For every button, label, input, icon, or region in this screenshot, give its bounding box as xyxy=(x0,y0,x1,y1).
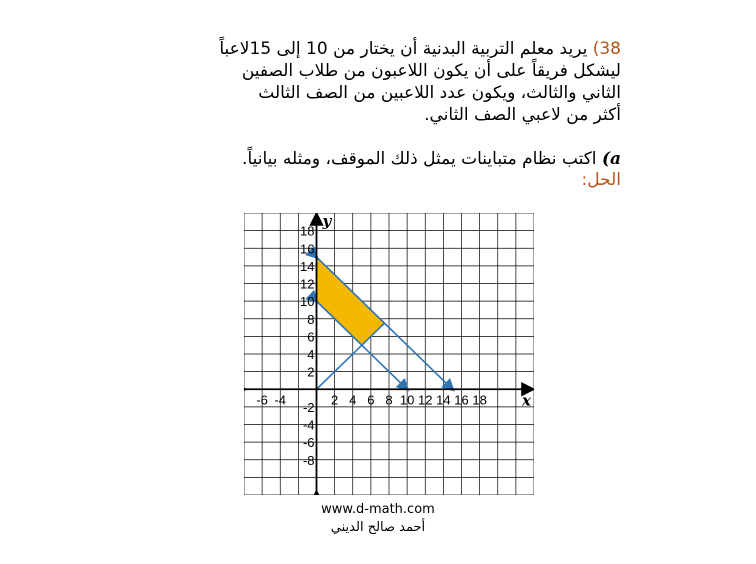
y-tick-label: 2 xyxy=(307,364,315,380)
x-tick-label: 4 xyxy=(349,392,357,408)
y-tick-label: -6 xyxy=(302,435,315,451)
y-tick-label: -4 xyxy=(302,417,315,433)
x-axis-label: x xyxy=(522,391,531,410)
problem-line-1 xyxy=(61,38,621,60)
graph-grid xyxy=(244,213,534,495)
x-tick-label: 8 xyxy=(385,392,393,408)
footer-author: أحمد صالح الديني xyxy=(330,520,426,535)
y-axis-label: y xyxy=(322,213,332,230)
y-tick-label: 6 xyxy=(307,329,315,345)
graph-tick-labels xyxy=(256,224,487,468)
y-tick-label: 16 xyxy=(300,241,315,257)
y-tick-label: 18 xyxy=(300,223,315,239)
y-tick-label: 12 xyxy=(300,276,315,292)
problem-number: 38) xyxy=(592,39,621,59)
part-a xyxy=(61,148,621,170)
footer-website: www.d-math.com xyxy=(321,502,435,517)
x-tick-label: 14 xyxy=(436,392,451,408)
x-tick-label: 6 xyxy=(367,392,375,408)
x-tick-label: 2 xyxy=(331,392,339,408)
boundary-lines xyxy=(317,257,453,389)
y-tick-label: 8 xyxy=(307,311,315,327)
x-tick-label: 16 xyxy=(454,392,469,408)
x-tick-label: 10 xyxy=(399,392,415,408)
problem-line-4: أكثر من لاعبي الصف الثاني. xyxy=(424,105,621,125)
part-a-letter: a) xyxy=(601,149,621,169)
inequality-graph xyxy=(244,213,534,495)
y-tick-label: 10 xyxy=(300,294,315,310)
x-tick-label: -6 xyxy=(256,392,268,408)
x-tick-label: 18 xyxy=(472,392,487,408)
y-tick-label: 14 xyxy=(300,258,315,274)
problem-line-3: الثاني والثالث، ويكون عدد اللاعبين من الصف الثالث xyxy=(258,83,621,103)
problem-line-2: ليشكل فريقاً على أن يكون اللاعبون من طلاب الصفين xyxy=(241,61,621,81)
y-tick-label: 4 xyxy=(307,347,315,362)
y-tick-label: -8 xyxy=(302,452,315,468)
x-tick-label: 12 xyxy=(418,392,433,408)
part-a-text: اكتب نظام متباينات يمثل ذلك الموقف، ومثله بيانياً. xyxy=(242,149,597,169)
solution-label: الحل: xyxy=(581,170,621,190)
y-tick-label: -2 xyxy=(302,399,315,415)
problem-text-1: يريد معلم التربية البدنية أن يختار من 10 إلى 15لاعباً xyxy=(219,39,588,59)
x-tick-label: -4 xyxy=(274,392,287,408)
problem-statement xyxy=(61,38,621,126)
